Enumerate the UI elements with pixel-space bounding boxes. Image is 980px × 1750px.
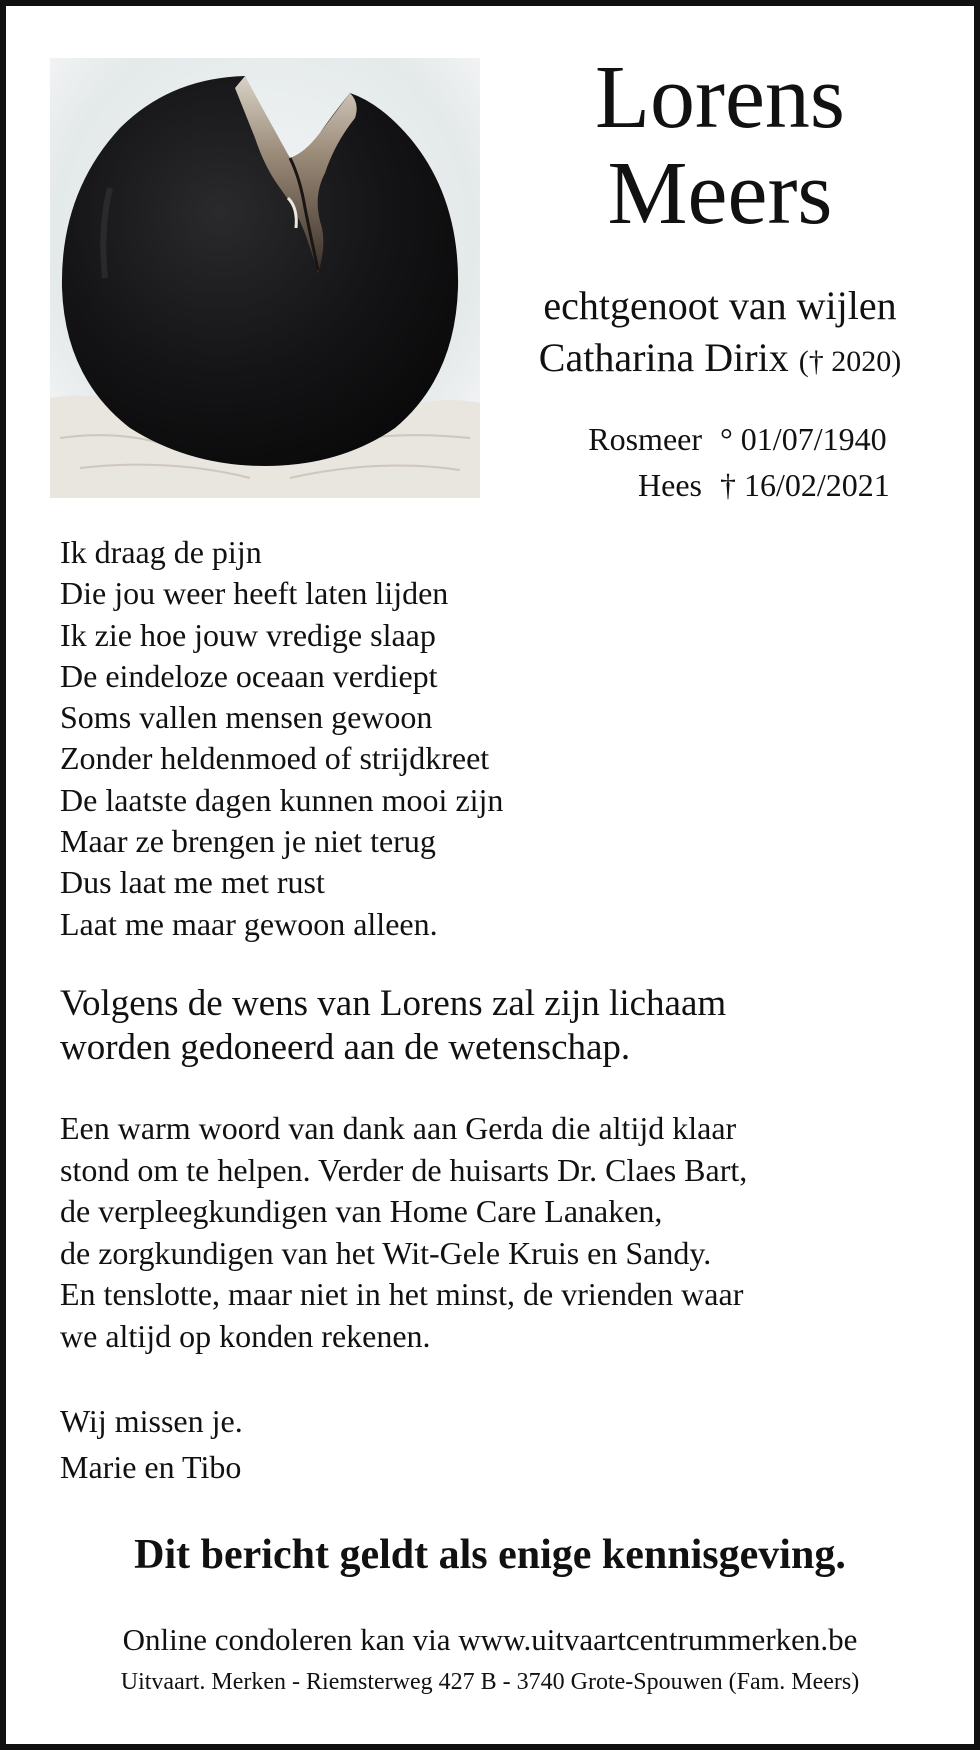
death-date: † 16/02/2021: [720, 467, 890, 503]
thanks-paragraph: [60, 1108, 930, 1357]
poem-line: Dus laat me met rust: [60, 864, 325, 901]
birth-place: Rosmeer: [588, 421, 702, 457]
deceased-name: [500, 50, 940, 242]
memorial-photo: [50, 58, 480, 498]
poem-line: Soms vallen mensen gewoon: [60, 699, 433, 736]
poem-line: Ik draag de pijn: [60, 534, 262, 570]
donation-line: worden gedoneerd aan de wetenschap.: [60, 1027, 631, 1068]
life-dates: [540, 416, 920, 508]
thanks-line: de zorgkundigen van het Wit-Gele Kruis en Sandy.: [60, 1234, 712, 1271]
first-name: Lorens: [595, 48, 845, 147]
miss-line: Wij missen je.: [60, 1403, 243, 1439]
thanks-line: Een warm woord van dank aan Gerda die altijd klaar: [60, 1110, 737, 1146]
spouse-line: [490, 332, 950, 388]
signature: Marie en Tibo: [60, 1449, 242, 1485]
notice-statement: Dit bericht geldt als enige kennisgeving.: [134, 1532, 846, 1578]
last-name: Meers: [607, 144, 833, 243]
spouse-relation: echtgenoot van wijlen: [543, 283, 897, 328]
thanks-line: we altijd op konden rekenen.: [60, 1317, 431, 1354]
poem-line: De eindeloze oceaan verdiept: [60, 657, 438, 694]
birth-date: ° 01/07/1940: [720, 421, 887, 457]
death-row: [540, 462, 920, 508]
thanks-line: de verpleegkundigen van Home Care Lanaken,: [60, 1193, 663, 1229]
spouse-block: [490, 280, 950, 388]
poem-line: Die jou weer heeft laten lijden: [60, 575, 449, 612]
poem-line: Ik zie hoe jouw vredige slaap: [60, 616, 436, 653]
closing-block: [60, 1398, 243, 1490]
poem: [60, 532, 503, 945]
birth-row: [540, 416, 920, 462]
spouse-death-year: († 2020): [798, 345, 902, 378]
poem-line: Zonder heldenmoed of strijdkreet: [60, 740, 490, 777]
poem-line: Maar ze brengen je niet terug: [60, 823, 436, 860]
urn-icon: [50, 58, 480, 498]
donation-statement: [60, 982, 920, 1070]
death-place: Hees: [638, 467, 702, 503]
online-condolence: Online condoleren kan via www.uitvaartcentrummerken.be: [122, 1622, 858, 1657]
poem-line: De laatste dagen kunnen mooi zijn: [60, 781, 504, 818]
thanks-line: stond om te helpen. Verder de huisarts Dr. Claes Bart,: [60, 1151, 748, 1188]
donation-line: Volgens de wens van Lorens zal zijn lichaam: [60, 983, 727, 1024]
thanks-line: En tenslotte, maar niet in het minst, de vrienden waar: [60, 1276, 744, 1312]
spouse-name: Catharina Dirix: [538, 335, 789, 380]
poem-line: Laat me maar gewoon alleen.: [60, 905, 438, 942]
funeral-home-address: Uitvaart. Merken - Riemsterweg 427 B - 3740 Grote-Spouwen (Fam. Meers): [120, 1669, 860, 1695]
